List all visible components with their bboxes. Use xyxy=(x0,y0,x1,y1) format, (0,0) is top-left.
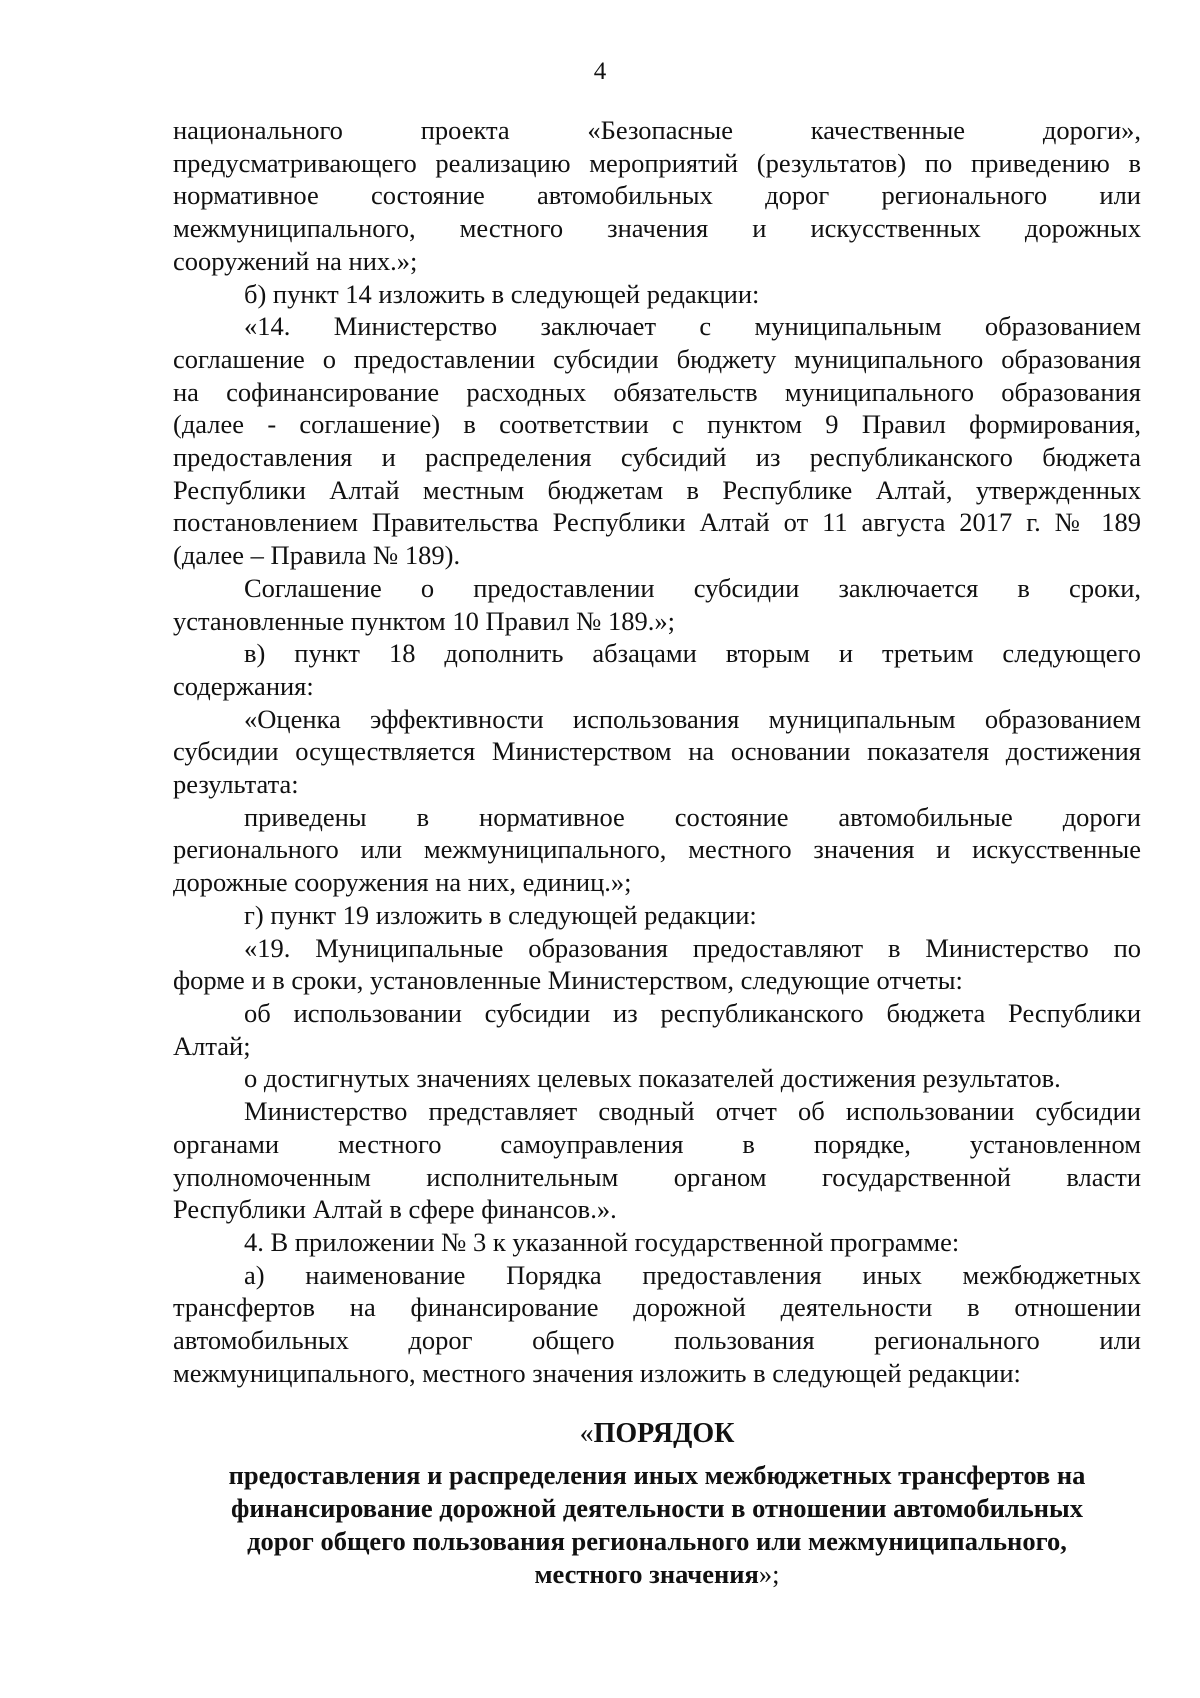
text-line: б) пункт 14 изложить в следующей редакции: xyxy=(244,278,760,309)
text-line: постановлением Правительства Республики Алтай от 11 августа 2017 г. № 189 xyxy=(173,507,1141,538)
text-line: уполномоченным исполнительным органом государственной власти xyxy=(173,1161,1141,1192)
heading-word: ПОРЯДОК xyxy=(593,1418,735,1449)
text-line: Алтай; xyxy=(173,1030,251,1061)
title-last-text: местного значения xyxy=(534,1559,759,1589)
order-heading xyxy=(173,1417,1141,1451)
text-line: на софинансирование расходных обязательств муниципального образования xyxy=(173,376,1141,407)
text-line: содержания: xyxy=(173,670,314,701)
text-line: субсидии осуществляется Министерством на основании показателя достижения xyxy=(173,736,1141,767)
order-title xyxy=(173,1417,1141,1591)
close-quote: »; xyxy=(758,1559,780,1589)
text-line: предоставления и распределения субсидий из республиканского бюджета xyxy=(173,442,1141,473)
text-line: а) наименование Порядка предоставления иных межбюджетных xyxy=(244,1259,1141,1290)
text-line: в) пункт 18 дополнить абзацами вторым и третьим следующего xyxy=(244,638,1141,669)
text-line: трансфертов на финансирование дорожной деятельности в отношении xyxy=(173,1292,1141,1323)
text-line: дорожные сооружения на них, единиц.»; xyxy=(173,867,632,898)
text-line: Министерство представляет сводный отчет об использовании субсидии xyxy=(244,1096,1141,1127)
open-quote: « xyxy=(579,1418,594,1449)
text-line: сооружений на них.»; xyxy=(173,245,418,276)
text-line: (далее – Правила № 189). xyxy=(173,540,461,571)
text-line: об использовании субсидии из республиканского бюджета Республики xyxy=(244,997,1141,1028)
text-line: Республики Алтай в сфере финансов.». xyxy=(173,1194,617,1225)
text-line: (далее - соглашение) в соответствии с пунктом 9 Правил формирования, xyxy=(173,409,1141,440)
title-line: финансирование дорожной деятельности в отношении автомобильных xyxy=(230,1493,1083,1523)
text-line: установленные пунктом 10 Правил № 189.»; xyxy=(173,605,676,636)
title-line: дорог общего пользования регионального или межмуниципального, xyxy=(247,1526,1067,1556)
text-line: межмуниципального, местного значения и искусственных дорожных xyxy=(173,213,1141,244)
text-line: Республики Алтай местным бюджетам в Республике Алтай, утвержденных xyxy=(173,474,1141,505)
text-line: «14. Министерство заключает с муниципальным образованием xyxy=(244,311,1141,342)
text-line: регионального или межмуниципального, местного значения и искусственные xyxy=(173,834,1141,865)
text-line: результата: xyxy=(173,769,299,800)
text-line: приведены в нормативное состояние автомобильные дороги xyxy=(244,801,1141,832)
text-line: о достигнутых значениях целевых показателей достижения результатов. xyxy=(244,1063,1061,1094)
text-line: предусматривающего реализацию мероприятий (результатов) по приведению в xyxy=(173,147,1141,178)
text-line: 4. В приложении № 3 к указанной государственной программе: xyxy=(244,1226,960,1257)
text-line: нормативное состояние автомобильных дорог регионального или xyxy=(173,180,1141,211)
page-number: 4 xyxy=(593,58,607,85)
text-line: соглашение о предоставлении субсидии бюджету муниципального образования xyxy=(173,343,1141,374)
text-line: «19. Муниципальные образования предоставляют в Министерство по xyxy=(244,932,1141,963)
text-line: национального проекта «Безопасные качественные дороги», xyxy=(173,115,1141,145)
title-line-last xyxy=(173,1558,1141,1591)
title-line: предоставления и распределения иных межбюджетных трансфертов на xyxy=(228,1460,1086,1490)
text-line: форме и в сроки, установленные Министерством, следующие отчеты: xyxy=(173,965,963,996)
text-line: г) пункт 19 изложить в следующей редакции: xyxy=(244,899,757,930)
document-body xyxy=(173,114,1141,1389)
text-line: межмуниципального, местного значения изложить в следующей редакции: xyxy=(173,1357,1021,1388)
text-line: «Оценка эффективности использования муниципальным образованием xyxy=(244,703,1141,734)
text-line: автомобильных дорог общего пользования регионального или xyxy=(173,1325,1141,1356)
text-line: Соглашение о предоставлении субсидии заключается в сроки, xyxy=(244,572,1141,603)
text-line: органами местного самоуправления в порядке, установленном xyxy=(173,1128,1141,1159)
